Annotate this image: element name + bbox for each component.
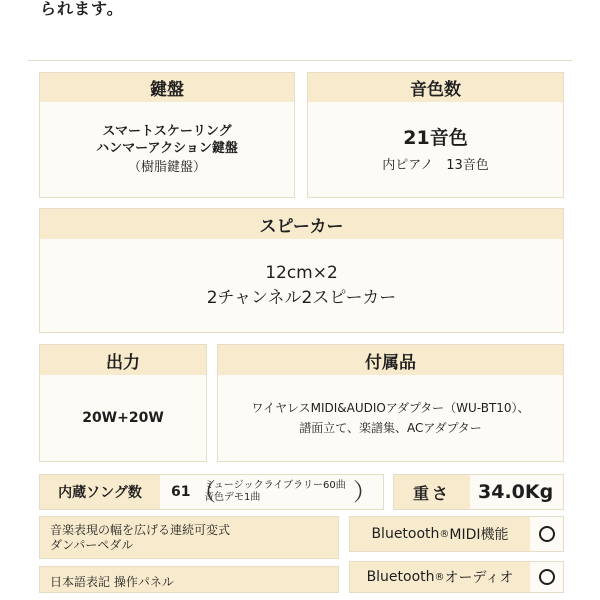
registered-mark: ® [439,528,450,540]
spec-card-title: 音色数 [308,73,563,102]
keyboard-line-2: ハンマーアクション鍵盤 [96,141,238,156]
spec-card-voices [307,72,564,198]
open-paren: （ [192,478,216,506]
weight-row [393,474,564,510]
bluetooth-midi-label [350,517,530,551]
spec-card-output [39,344,207,462]
bluetooth-audio-label [350,562,530,592]
intro-text-tail: られます。 [40,0,124,18]
spec-card-keyboard [39,72,295,198]
available-circle-icon [539,526,555,542]
available-circle-icon [539,569,555,585]
divider [28,60,572,61]
speaker-line-1: 12cm×2 [265,262,338,283]
weight-value: 34.0Kg [478,481,554,503]
feature-bluetooth-audio [349,561,564,593]
spec-card-accessories [217,344,564,462]
damper-line-1: 音楽表現の幅を広げる連続可変式 [50,523,231,537]
spec-card-title: スピーカー [40,209,563,239]
spec-card-body [308,102,563,197]
spec-card-speaker [39,208,564,333]
damper-line-2: ダンパーペダル [50,538,134,552]
accessories-line-2: 譜面立て、楽譜集、ACアダプター [299,421,482,435]
built-in-songs-label: 内蔵ソング数 [40,475,160,509]
voice-count: 21音色 [403,127,468,149]
spec-card-body [40,239,563,332]
songs-breakdown [204,480,346,504]
feature-japanese-panel: 日本語表記 操作パネル [39,566,339,593]
keyboard-line-3: （樹脂鍵盤） [127,160,206,175]
spec-card-title: 鍵盤 [40,73,294,102]
songs-note-2: 音色デモ1曲 [204,492,261,503]
close-paren: ） [353,478,377,506]
output-value: 20W+20W [82,410,164,426]
bt-audio-function: オーディオ [444,570,514,586]
feature-damper-pedal [39,516,339,559]
bt-midi-brand: Bluetooth [371,526,440,542]
keyboard-line-1: スマートスケーリング [102,124,232,139]
built-in-songs-count: 61 [171,484,191,500]
spec-card-title: 付属品 [218,345,563,375]
built-in-songs-row [39,474,384,510]
bt-audio-brand: Bluetooth [366,569,435,585]
feature-bluetooth-midi [349,516,564,552]
accessories-line-1: ワイヤレスMIDI&AUDIOアダプター（WU-BT10）、 [251,401,530,415]
songs-note-1: ミュージックライブラリー60曲 [204,480,346,491]
speaker-line-2: 2チャンネル2スピーカー [206,287,397,308]
spec-card-body [40,102,294,197]
piano-voice-count: 内ピアノ 13音色 [382,158,489,173]
spec-card-title: 出力 [40,345,206,375]
bt-midi-function: MIDI機能 [449,527,509,543]
registered-mark: ® [434,571,445,583]
spec-card-body [218,375,563,461]
weight-label: 重さ [394,475,470,509]
